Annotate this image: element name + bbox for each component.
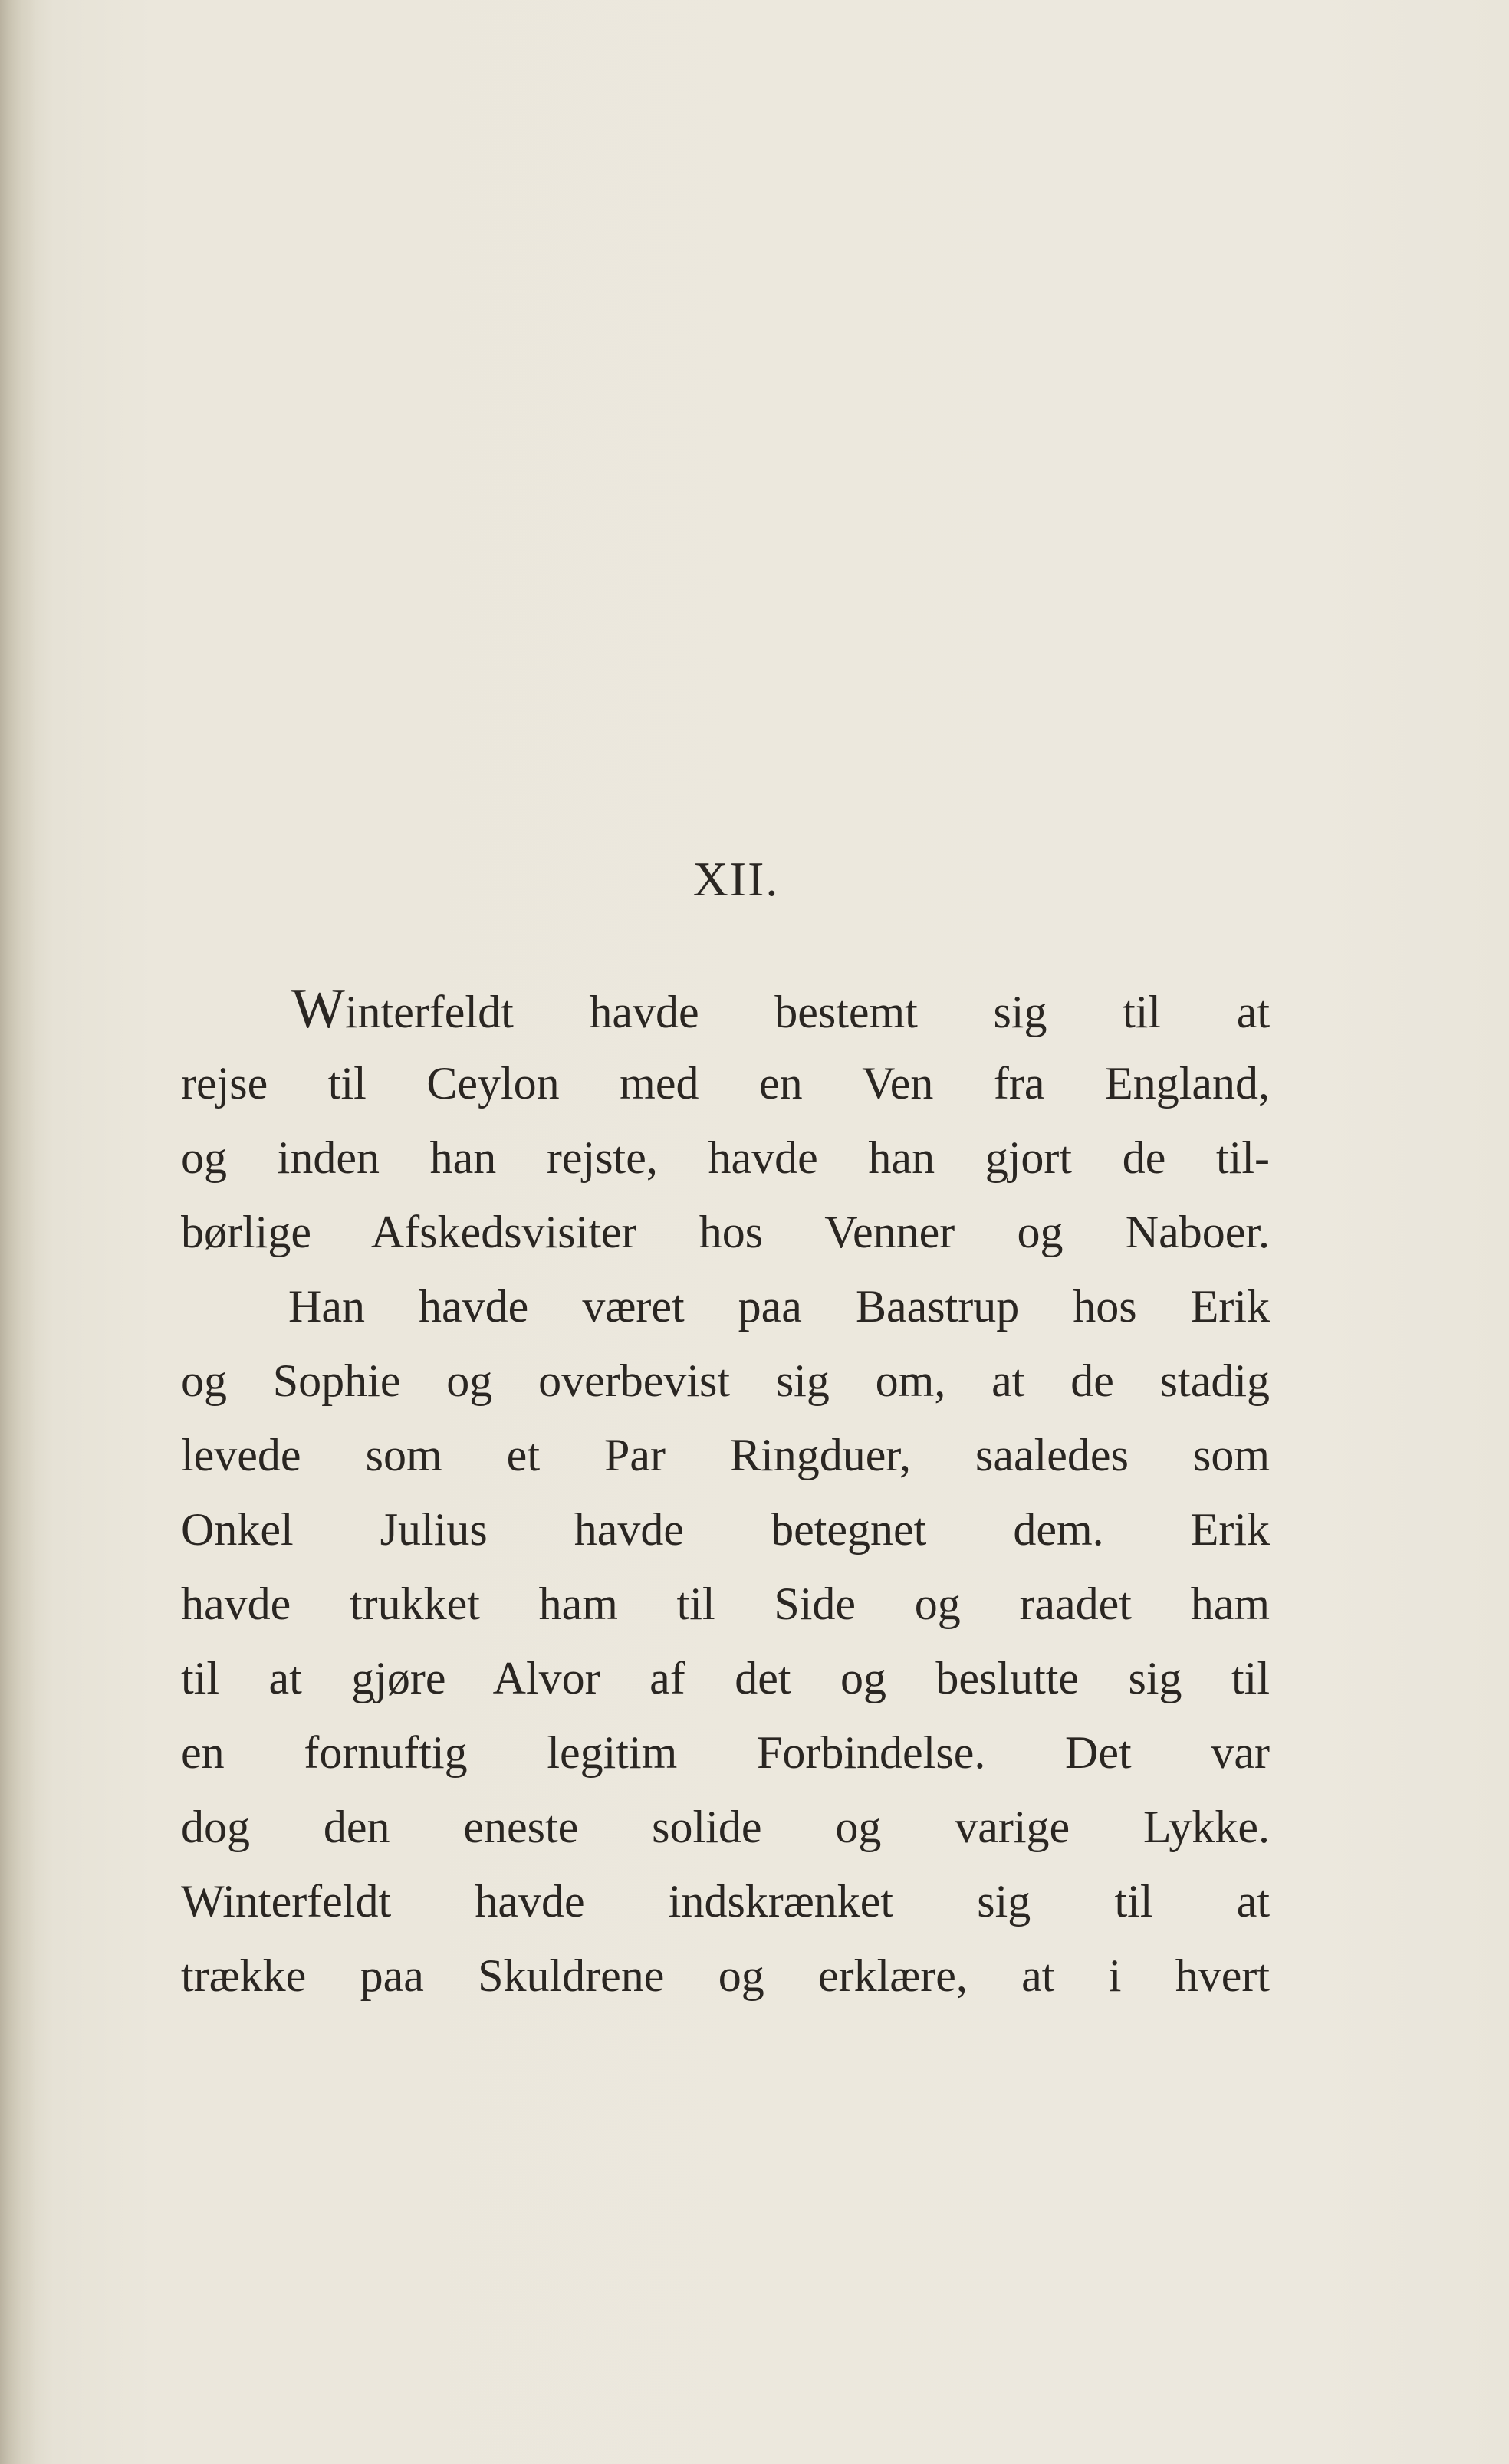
first-line-text: interfeldt havde bestemt sig til at — [344, 987, 1270, 1037]
page-binding-edge — [0, 0, 35, 2464]
text-line: Winterfeldt havde indskrænket sig til at — [181, 1876, 1270, 1927]
text-line: levede som et Par Ringduer, saaledes som — [181, 1430, 1270, 1480]
text-line: børlige Afskedsvisiter hos Venner og Naboer. — [181, 1207, 1270, 1257]
text-line: rejse til Ceylon med en Ven fra England, — [181, 1058, 1270, 1109]
text-line: en fornuftig legitim Forbindelse. Det var — [181, 1727, 1270, 1778]
text-line: Han havde været paa Baastrup hos Erik — [288, 1281, 1270, 1332]
initial-letter: W — [291, 977, 345, 1040]
text-line: dog den eneste solide og varige Lykke. — [181, 1802, 1270, 1852]
chapter-heading: XII. — [692, 852, 780, 906]
text-line: trække paa Skuldrene og erklære, at i hvert — [181, 1950, 1270, 2001]
text-line: og Sophie og overbevist sig om, at de stadig — [181, 1355, 1270, 1406]
text-line: og inden han rejste, havde han gjort de til- — [181, 1132, 1270, 1183]
text-line: havde trukket ham til Side og raadet ham — [181, 1579, 1270, 1629]
text-line: Onkel Julius havde betegnet dem. Erik — [181, 1504, 1270, 1555]
text-line-1 — [291, 978, 1270, 1040]
text-line: til at gjøre Alvor af det og beslutte sig til — [181, 1653, 1270, 1703]
